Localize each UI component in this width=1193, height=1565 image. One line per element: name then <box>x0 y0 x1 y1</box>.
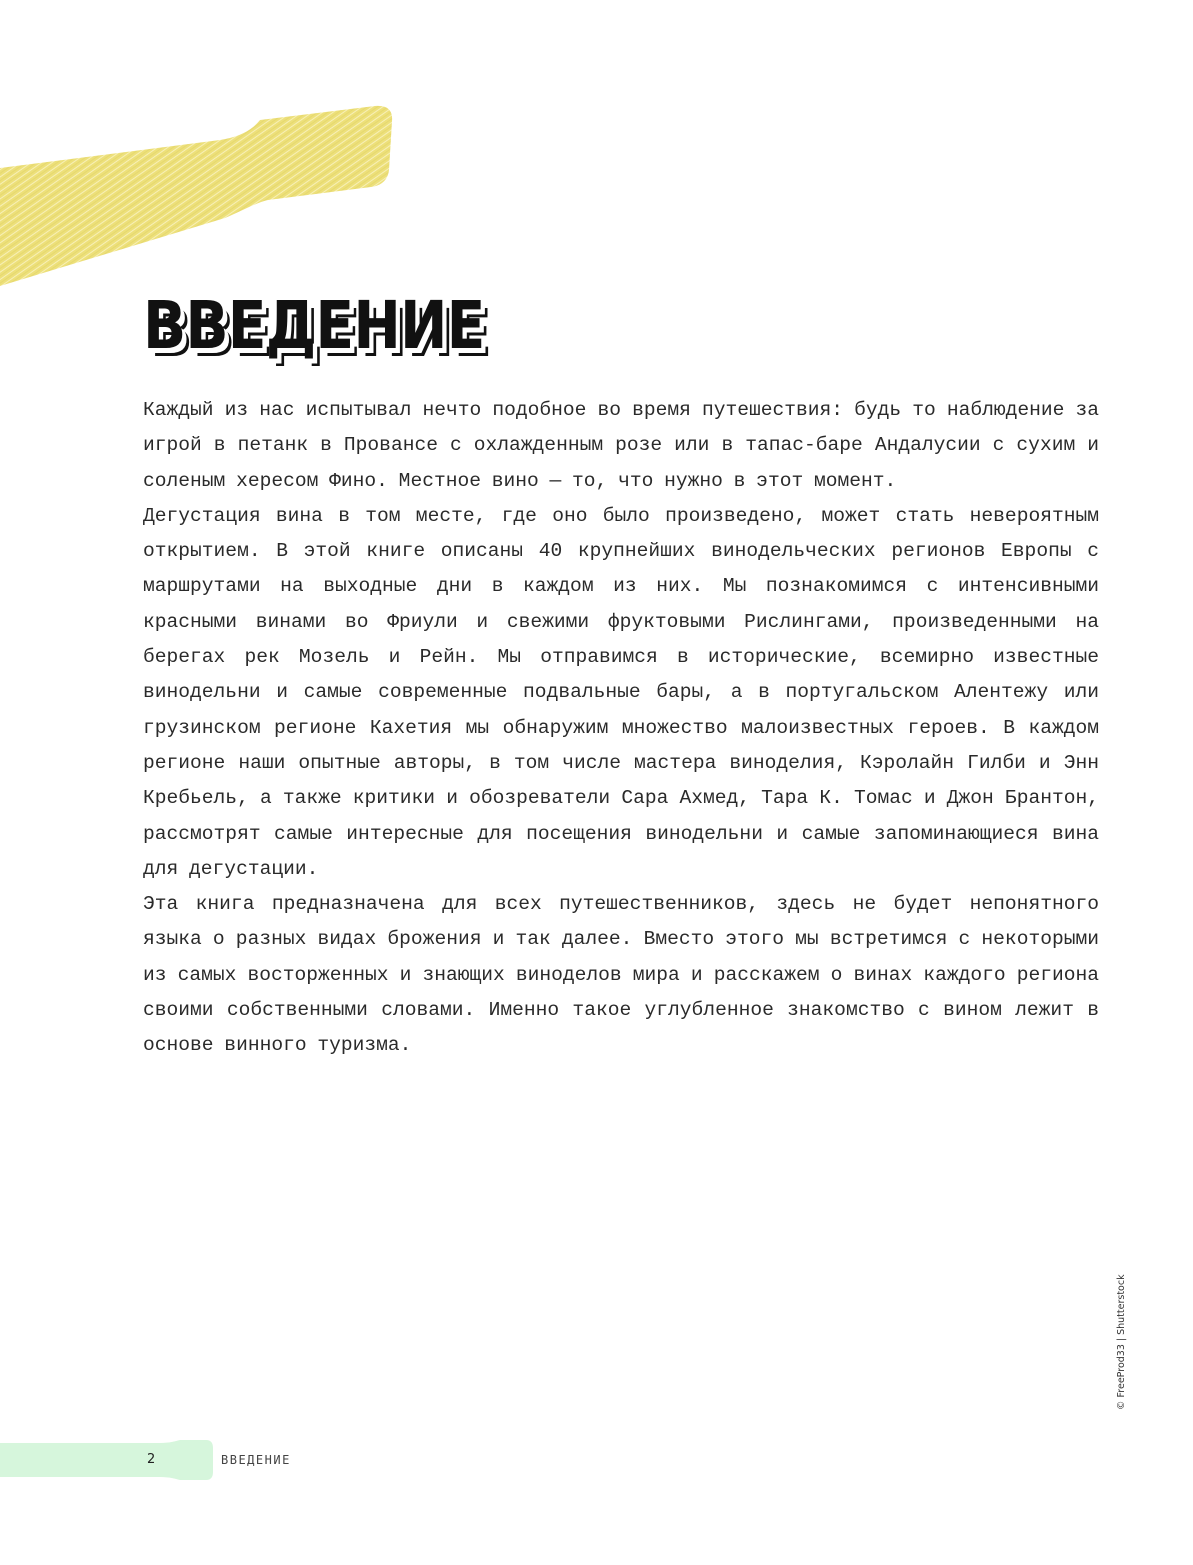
photo-credit: © FreeProd33 | Shutterstock <box>1116 1274 1127 1410</box>
paragraph: Эта книга предназначена для всех путешественников, здесь не будет непонятного языка о разных видах брожения и так далее. Вместо этого мы встретимся с некоторыми из самых восторженных и знающих виноделов мира и расскажем о винах каждого региона своими собственными словами. Именно такое углубленное знакомство с вином лежит в основе винного туризма. <box>143 893 1099 1057</box>
running-head: ВВЕДЕНИЕ <box>221 1453 291 1467</box>
page-title: ВВЕДЕНИЕ <box>143 287 485 364</box>
paragraph: Дегустация вина в том месте, где оно было произведено, может стать невероятным открытием. В этой книге описаны 40 крупнейших винодельческих регионов Европы с маршрутами на выходные дни в каждом из них. Мы познакомимся с интенсивными красными винами во Фриули и свежими фруктовыми Рислингами, произведенными на берегах рек Мозель и Рейн. Мы отправимся в исторические, всемирно известные винодельни и самые современные подвальные бары, а в португальском Алентежу или грузинском регионе Кахетия мы обнаружим множество малоизвестных героев. В каждом регионе наши опытные авторы, в том числе мастера виноделия, Кэролайн Гилби и Энн Кребьель, а также критики и обозреватели Сара Ахмед, Тара К. Томас и Джон Брантон, рассмотрят самые интересные для посещения винодельни и самые запоминающиеся вина для дегустации. <box>143 504 1099 880</box>
paragraph: Каждый из нас испытывал нечто подобное во время путешествия: будь то наблюдение за игрой в петанк в Провансе с охлажденным розе или в тапас-баре Андалусии с сухим и соленым хересом Фино. Местное вино — то, что нужно в этот момент. <box>143 399 1099 492</box>
footer-bottle-shape <box>0 1440 220 1480</box>
wine-bottle-illustration <box>0 0 1193 320</box>
body-text <box>143 393 1099 1064</box>
page-number: 2 <box>147 1452 156 1467</box>
